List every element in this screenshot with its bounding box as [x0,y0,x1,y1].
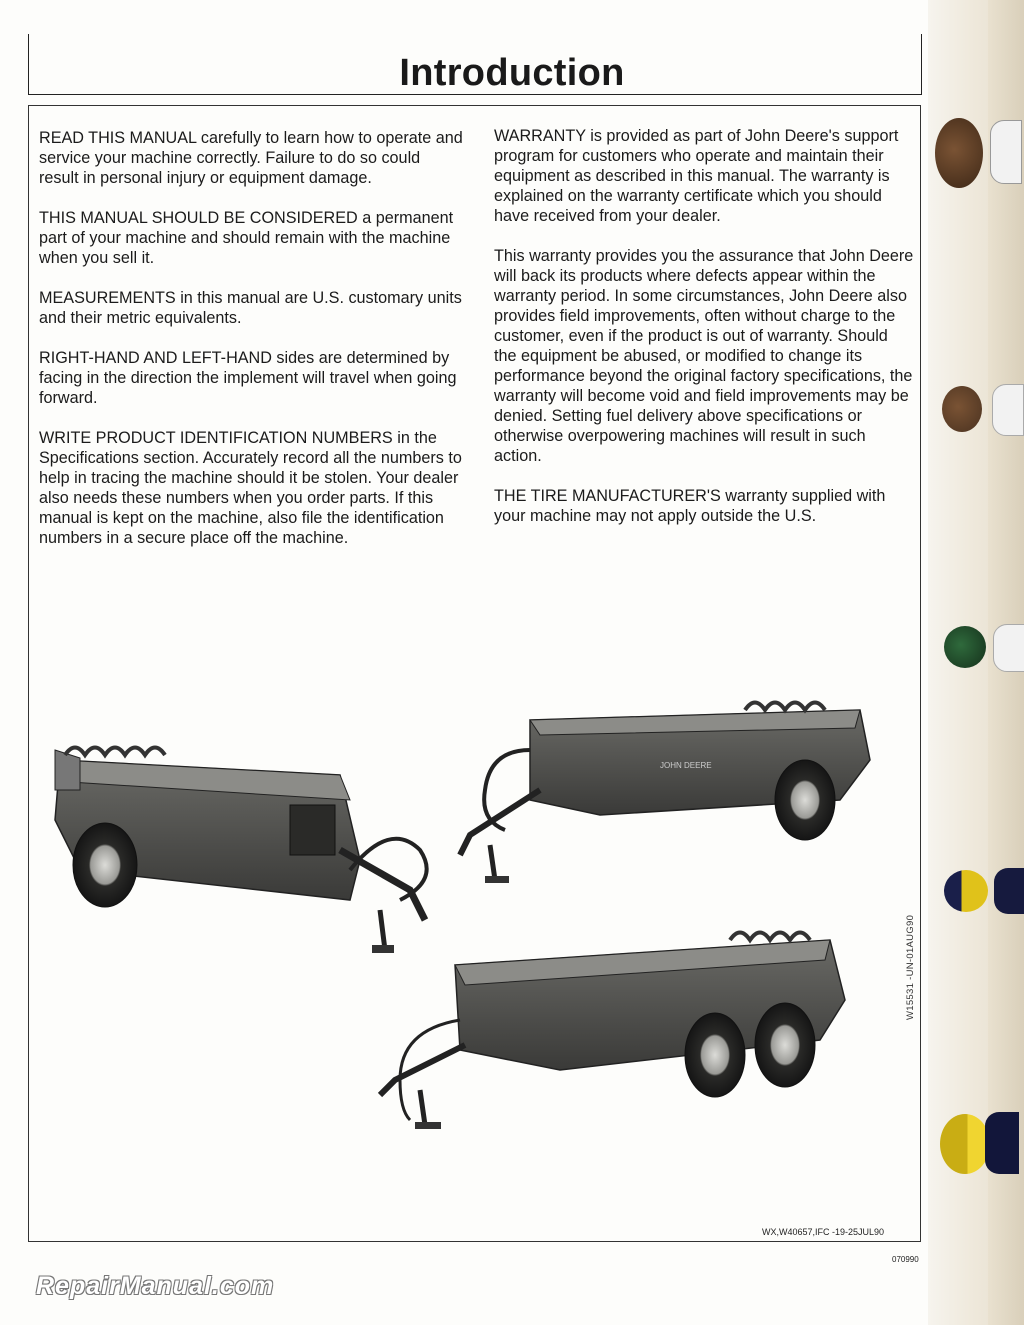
spreader-right-top-image [460,703,870,884]
paragraph-measurements: MEASUREMENTS in this manual are U.S. customary units and their metric equivalents. [39,289,462,327]
manure-spreaders-illustration [40,640,910,1150]
paragraph-read-manual: READ THIS MANUAL carefully to learn how to operate and service your machine correctly. Failure to do so could result in personal injury or equipment damage. [39,129,463,187]
spreader-tandem-image [380,933,845,1130]
spreader-left-image [55,748,427,954]
right-column [494,126,914,546]
tab-white-1 [990,120,1022,184]
tab-navy-2 [985,1112,1019,1174]
index-tab-brown-2 [942,386,982,432]
paragraph-warranty-assurance: This warranty provides you the assurance that John Deere will back its products where defects appear within the warranty period. In some circumstances, John Deere also provides field improvements, often without charge to the customer, even if the product is out of warranty. Should the equipment be abused, or modified to change its performance beyond the original factory specifications, the warranty will become void and field improvements may be denied. Setting fuel delivery above specifications or otherwise overpowering machines will result in such action. [494,247,914,465]
tab-white-3 [993,624,1024,672]
paragraph-identification-numbers: WRITE PRODUCT IDENTIFICATION NUMBERS in the Specifications section. Accurately record all the numbers to help in tracing the machine should it be stolen. Your dealer also needs these numbers when you order parts. If this manual is kept on the machine, also file the identification numbers in a secure place off the machine. [39,429,462,547]
tab-navy [994,868,1024,914]
paragraph-tire-warranty: THE TIRE MANUFACTURER'S warranty supplied with your machine may not apply outside the U.S. [494,487,886,525]
spreader-decal-text: JOHN DEERE [660,761,712,770]
paragraph-right-left-hand: RIGHT-HAND AND LEFT-HAND sides are determined by facing in the direction the implement will travel when going forward. [39,349,457,407]
paragraph-warranty: WARRANTY is provided as part of John Deere's support program for customers who operate and maintain their equipment as described in this manual. The warranty is explained on the warranty certificate which you should have received from your dealer. [494,127,899,225]
index-tab-green [944,626,986,668]
index-tab-yellow-navy [944,870,988,912]
left-column [39,128,464,568]
index-tab-yellow [940,1114,990,1174]
page-title: Introduction [399,52,625,94]
figure-id-label: W15531 -UN-01AUG90 [905,914,916,1020]
paragraph-manual-permanent: THIS MANUAL SHOULD BE CONSIDERED a permanent part of your machine and should remain with the machine when you sell it. [39,209,454,267]
footer-reference: WX,W40657,IFC -19-25JUL90 [762,1227,885,1237]
page-code: 070990 [892,1255,919,1264]
index-tab-brown-1 [935,118,983,188]
tab-white-2 [992,384,1024,436]
watermark-logo: RepairManual.com [36,1272,275,1300]
